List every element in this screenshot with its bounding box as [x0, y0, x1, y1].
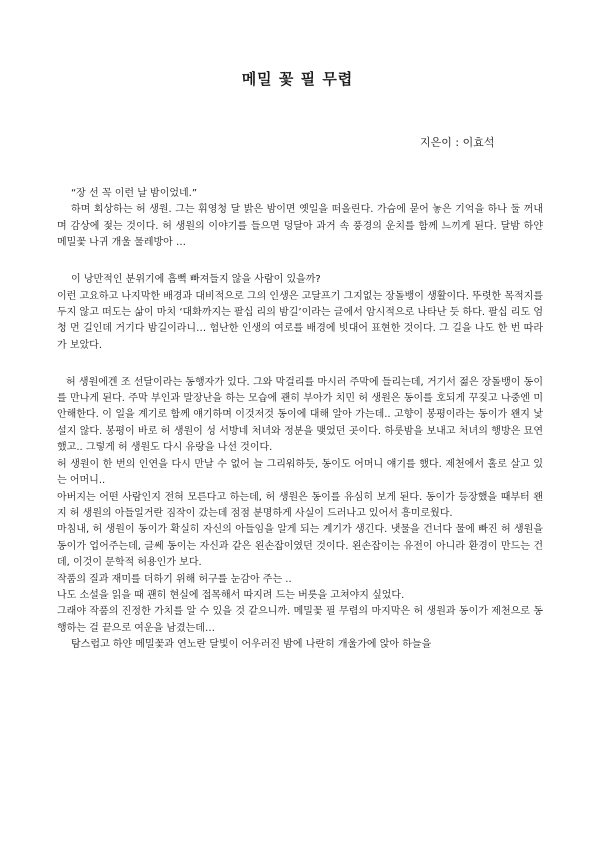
author-line: 지은이 : 이효석 — [420, 136, 495, 149]
paragraph-gap — [57, 354, 543, 375]
body-paragraph: 허 생원에겐 조 선달이라는 동행자가 있다. 그와 막걸리를 마시러 주막에 들리는데, 거기서 젊은 장돌뱅이 동이를 만나게 된다. 주막 부인과 말장난을 하는 모습에 괜히 부아가 치민 허 생원은 동이를 호되게 꾸짖고 나중엔 미안해한다. 이 일을 계기로 함께 얘기하며 이것저것 동이에 대해 알아 가는데.. 고향이 봉평이라는 동이가 왠지 낯설지 않다. 봉평이 바로 허 생원이 성 서방네 처녀와 정분을 맺었던 곳이다. 하룻밤을 보내고 처녀의 행방은 묘연했고.. 그렇게 허 생원도 다시 유랑을 나선 것이다. — [57, 376, 543, 454]
body-paragraph: 나도 소설을 읽을 때 괜히 현실에 접목해서 따지려 드는 버릇을 고쳐야지 싶었다. — [57, 589, 405, 601]
body-paragraph: 아버지는 어떤 사람인지 전혀 모른다고 하는데, 허 생원은 동이를 유심히 보게 된다. 동이가 등장했을 때부터 왠지 허 생원의 아들일거란 짐작이 갔는데 점점 분명하게 사실이 드러나고 있어서 흥미로웠다. — [57, 491, 543, 519]
document-title: 메밀 꽃 필 무렵 — [241, 70, 354, 88]
body-paragraph: 마침내, 허 생원이 동이가 확실히 자신의 아들임을 알게 되는 계기가 생긴다. 냇물을 건너다 물에 빠진 허 생원을 동이가 업어주는데, 글쎄 동이는 자신과 같은 왼손잡이였던 것이다. 왼손잡이는 유전이 아니라 환경이 만드는 건데, 이것이 문학적 허용인가 보다. — [57, 524, 543, 569]
body-paragraph: 허 생원이 한 번의 인연을 다시 만날 수 없어 늘 그리워하듯, 동이도 어머니 얘기를 했다. 제천에서 홀로 살고 있는 어머니.. — [57, 458, 543, 487]
body-paragraph: 이 낭만적인 분위기에 흠뻑 빠져들지 않을 사람이 있을까? — [71, 274, 321, 286]
body-paragraph: 작품의 질과 재미를 더하기 위해 허구를 눈감아 주는 .. — [57, 573, 292, 585]
body-paragraph: 탐스럽고 하얀 메밀꽃과 연노란 달빛이 어우러진 밤에 나란히 개울가에 앉아 하늘을 — [71, 639, 432, 651]
quote-paragraph: “장 선 꼭 이런 날 밤이었네.” — [71, 188, 198, 199]
document-body — [57, 186, 543, 654]
paragraph-gap — [57, 252, 543, 273]
body-paragraph: 이런 고요하고 나지막한 배경과 대비적으로 그의 인생은 고달프기 그지없는 장돌뱅이 생활이다. 뚜렷한 목적지를 두지 않고 떠도는 삶이 마치 ‘대화까지는 팔십 리의 밤길’이라는 글에서 암시적으로 나타난 듯 하다. 팔십 리도 엄청 먼 길인데 거기다 밤길이라니… 험난한 인생의 여로를 배경에 빗대어 표현한 것이다. 그 길을 나도 한 번 따라가 보았다. — [57, 290, 543, 351]
body-paragraph: 그래야 작품의 진정한 가치를 알 수 있을 것 같으니까. 메밀꽃 필 무렵의 마지막은 허 생원과 동이가 제천으로 동행하는 걸 끝으로 여운을 남겼는데… — [57, 606, 543, 634]
body-paragraph: 하며 회상하는 허 생원. 그는 휘영청 달 밝은 밤이면 옛일을 떠올린다. 가슴에 묻어 놓은 기억을 하나 둘 꺼내며 감상에 젖는 것이다. 허 생원의 이야기를 들으면 덩달아 과거 속 풍경의 운치를 함께 느끼게 된다. 달밤 하얀 메밀꽃 나귀 개울 물레방아 … — [57, 204, 543, 249]
